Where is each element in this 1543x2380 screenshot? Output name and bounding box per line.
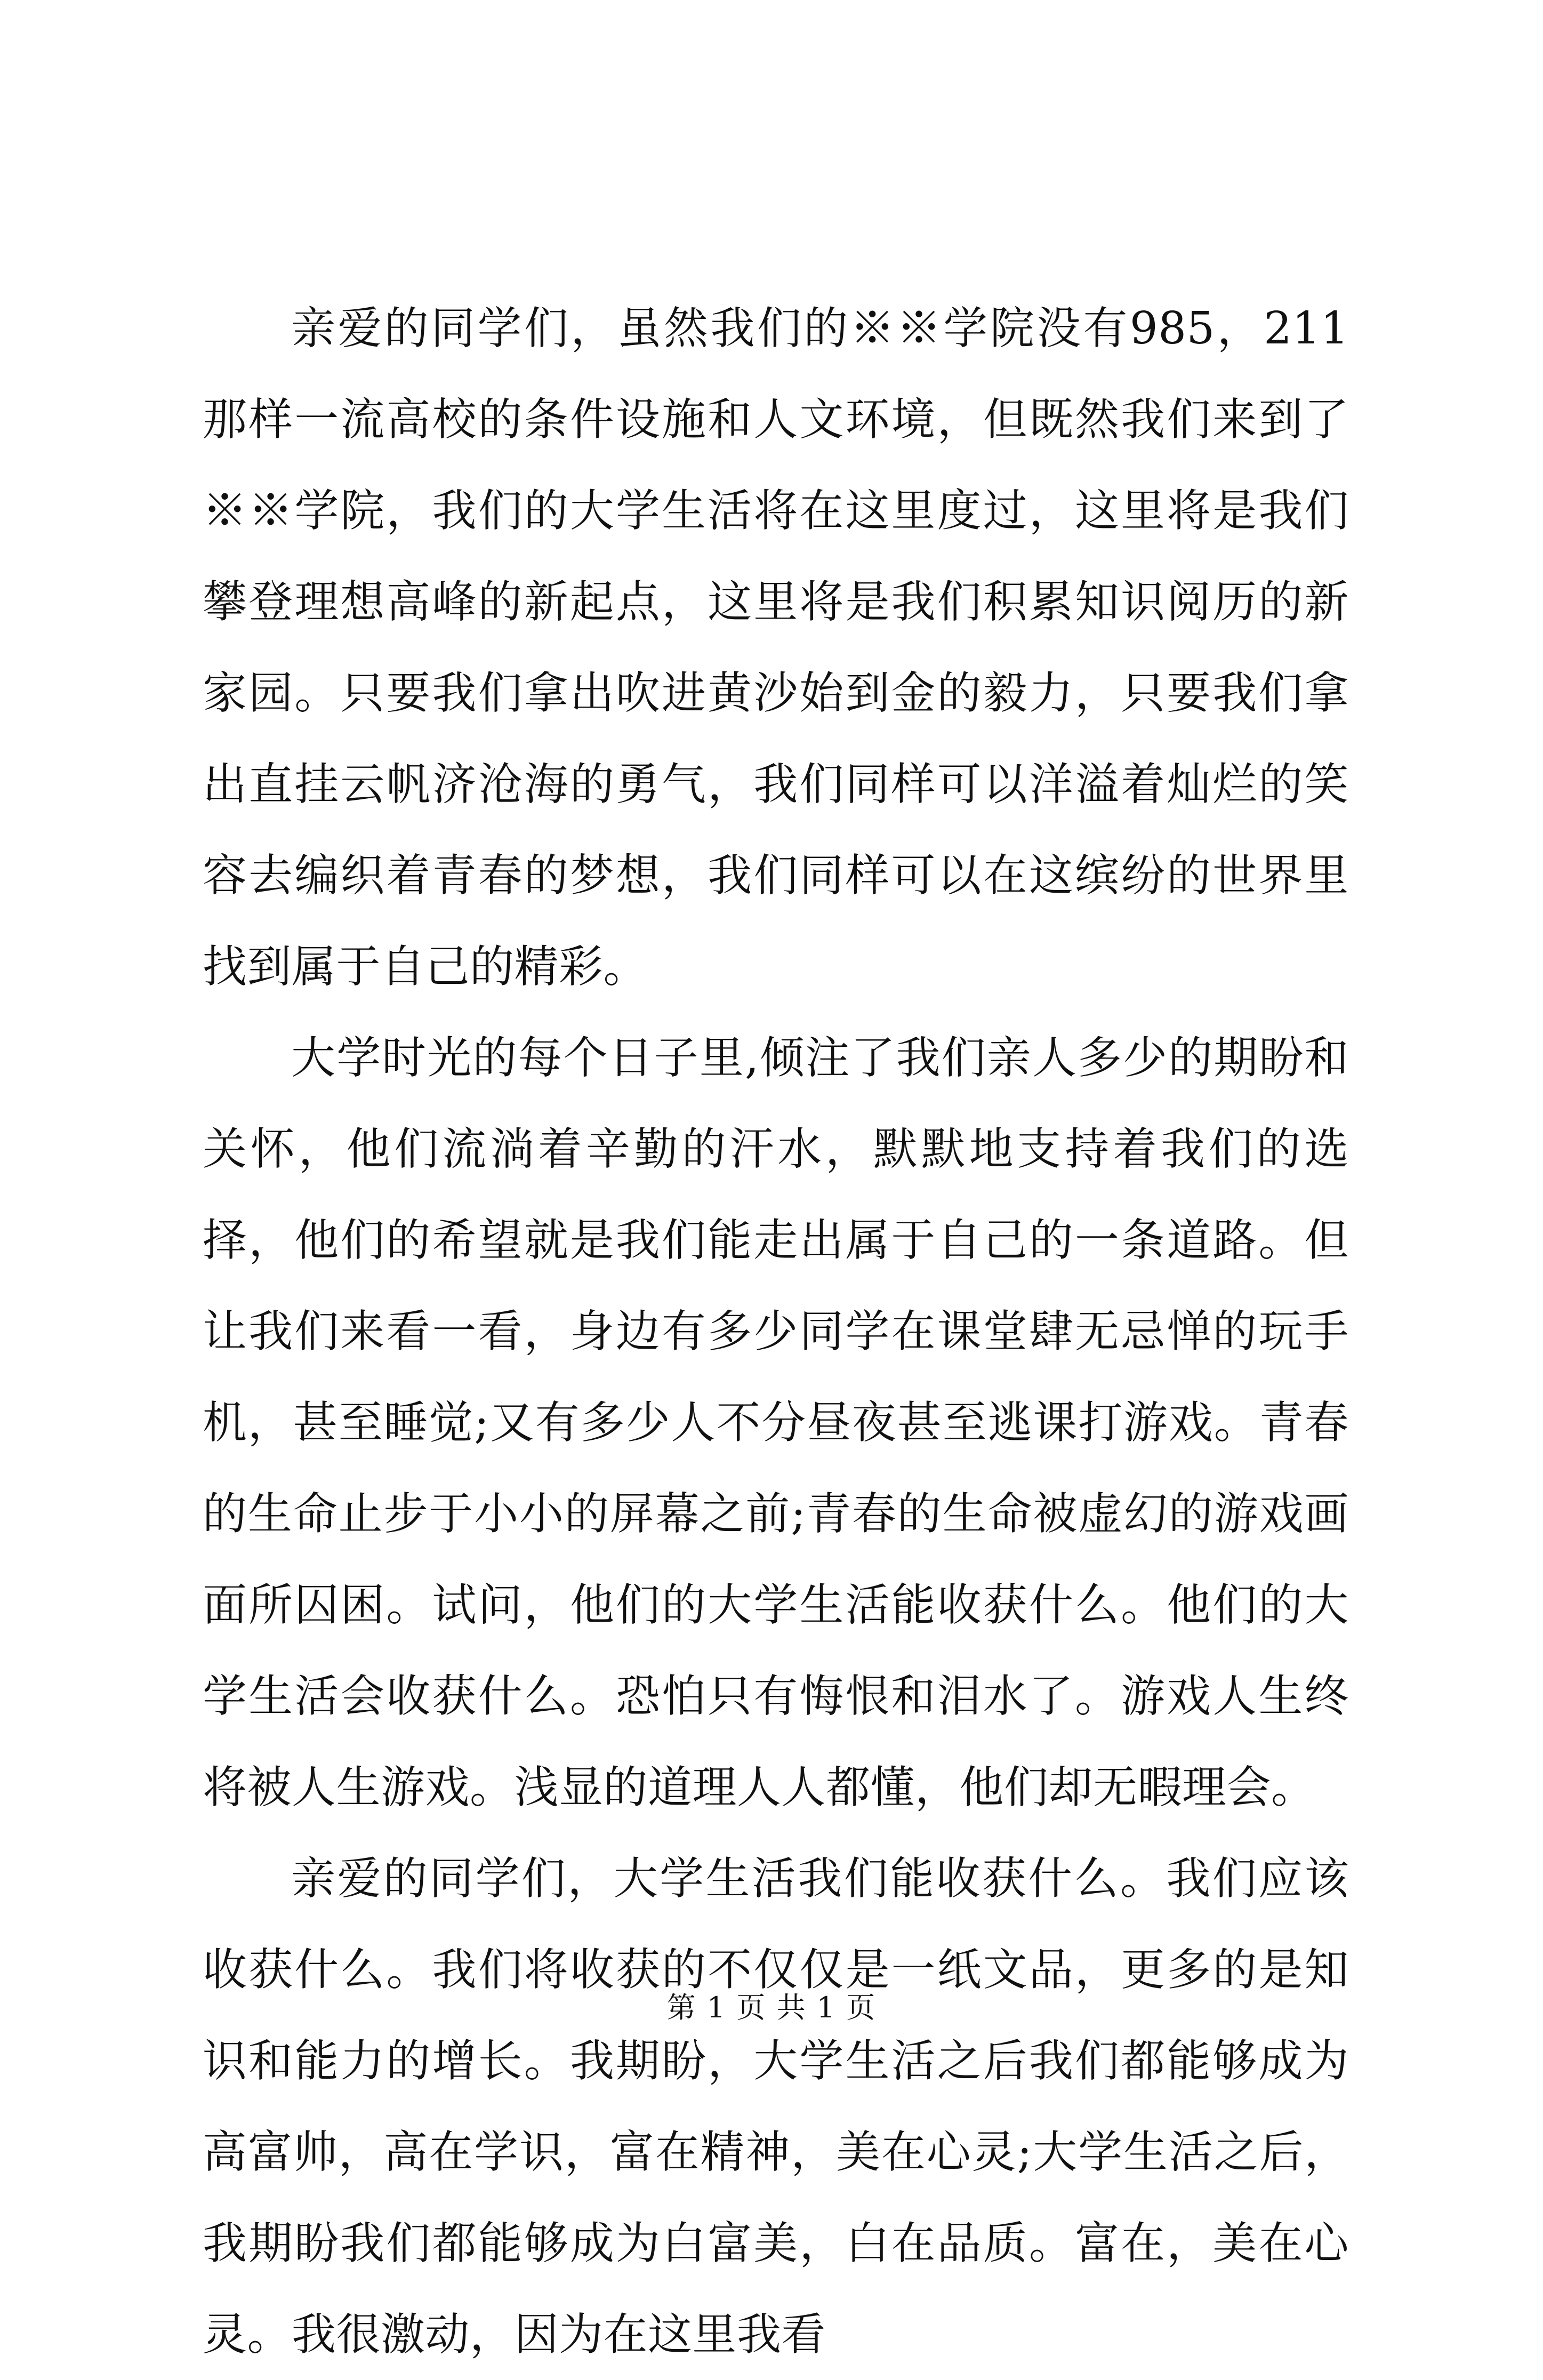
paragraph-3: 亲爱的同学们，大学生活我们能收获什么。我们应该收获什么。我们将收获的不仅仅是一纸文品，更多的是知识和能力的增长。我期盼，大学生活之后我们都能够成为高富帅，高在学识，富在精神，美在心灵;大学生活之后，我期盼我们都能够成为白富美，白在品质。富在，美在心灵。我很激动，因为在这里我看 (203, 1853, 1349, 2360)
document-body (203, 283, 1349, 2380)
paragraph-1: 亲爱的同学们，虽然我们的※※学院没有985，211那样一流高校的条件设施和人文环境，但既然我们来到了※※学院，我们的大学生活将在这里度过，这里将是我们攀登理想高峰的新起点，这里将是我们积累知识阅历的新家园。只要我们拿出吹进黄沙始到金的毅力，只要我们拿出直挂云帆济沧海的勇气，我们同样可以洋溢着灿烂的笑容去编织着青春的梦想，我们同样可以在这缤纷的世界里找到属于自己的精彩。 (203, 302, 1349, 992)
paragraph-2: 大学时光的每个日子里,倾注了我们亲人多少的期盼和关怀，他们流淌着辛勤的汗水，默默地支持着我们的选择，他们的希望就是我们能走出属于自己的一条道路。但让我们来看一看，身边有多少同学在课堂肆无忌惮的玩手机，甚至睡觉;又有多少人不分昼夜甚至逃课打游戏。青春的生命止步于小小的屏幕之前;青春的生命被虚幻的游戏画面所囚困。试问，他们的大学生活能收获什么。他们的大学生活会收获什么。恐怕只有悔恨和泪水了。游戏人生终将被人生游戏。浅显的道理人人都懂，他们却无暇理会。 (203, 1032, 1349, 1813)
page-footer: 第 1 页 共 1 页 (666, 1991, 877, 2024)
